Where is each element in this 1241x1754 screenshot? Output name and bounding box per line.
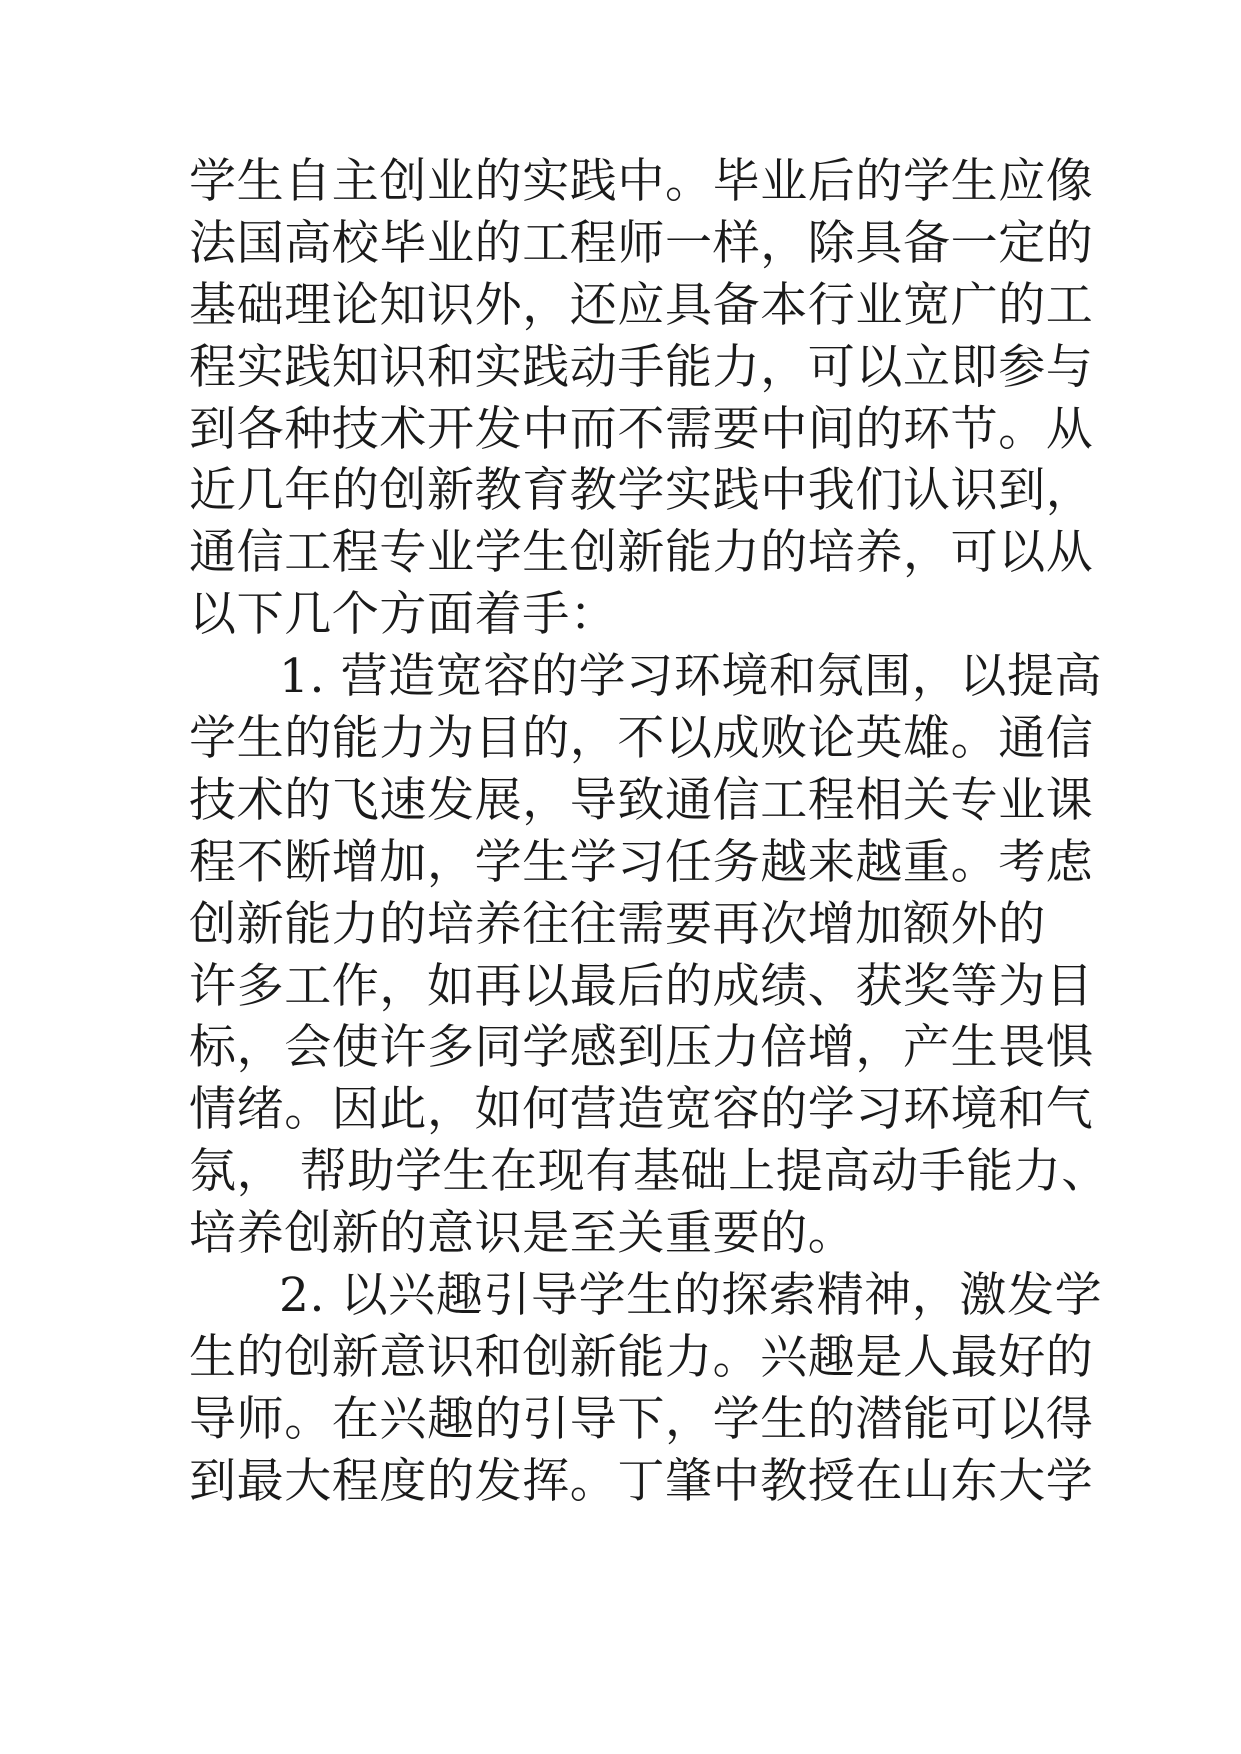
body-text — [189, 151, 1109, 1513]
text-line: 学生自主创业的实践中。毕业后的学生应像 — [189, 154, 1094, 209]
text-line: 培养创新的意识是至关重要的。 — [189, 1206, 856, 1262]
list-item-2-first-line: 2. 以兴趣引导学生的探索精神，激发学 — [279, 1268, 1103, 1324]
text-line: 学生的能力为目的，不以成败论英雄。通信 — [189, 711, 1094, 767]
text-line: 技术的飞速发展，导致通信工程相关专业课 — [189, 772, 1094, 828]
list-item-1-first-line: 1. 营造宽容的学习环境和氛围，以提高 — [279, 649, 1103, 705]
text-line: 标，会使许多同学感到压力倍增，产生畏惧 — [189, 1020, 1094, 1076]
text-line: 氛， 帮助学生在现有基础上提高动手能力、 — [189, 1144, 1109, 1200]
text-line: 以下几个方面着手： — [189, 587, 618, 643]
text-line: 生的创新意识和创新能力。兴趣是人最好的 — [189, 1329, 1094, 1385]
text-line: 程实践知识和实践动手能力，可以立即参与 — [189, 339, 1094, 395]
text-line: 到最大程度的发挥。丁肇中教授在山东大学 — [189, 1453, 1094, 1509]
text-line: 情绪。因此，如何营造宽容的学习环境和气 — [189, 1082, 1094, 1138]
text-line: 创新能力的培养往往需要再次增加额外的 — [189, 896, 1046, 952]
text-line: 通信工程专业学生创新能力的培养，可以从 — [189, 525, 1094, 581]
text-line: 法国高校毕业的工程师一样，除具备一定的 — [189, 215, 1094, 271]
text-line: 导师。在兴趣的引导下，学生的潜能可以得 — [189, 1391, 1094, 1447]
text-line: 近几年的创新教育教学实践中我们认识到， — [189, 463, 1094, 519]
text-line: 到各种技术开发中而不需要中间的环节。从 — [189, 401, 1094, 457]
text-line: 许多工作，如再以最后的成绩、获奖等为目 — [189, 958, 1094, 1014]
text-line: 程不断增加，学生学习任务越来越重。考虑 — [189, 834, 1094, 890]
text-line: 基础理论知识外，还应具备本行业宽广的工 — [189, 277, 1094, 333]
